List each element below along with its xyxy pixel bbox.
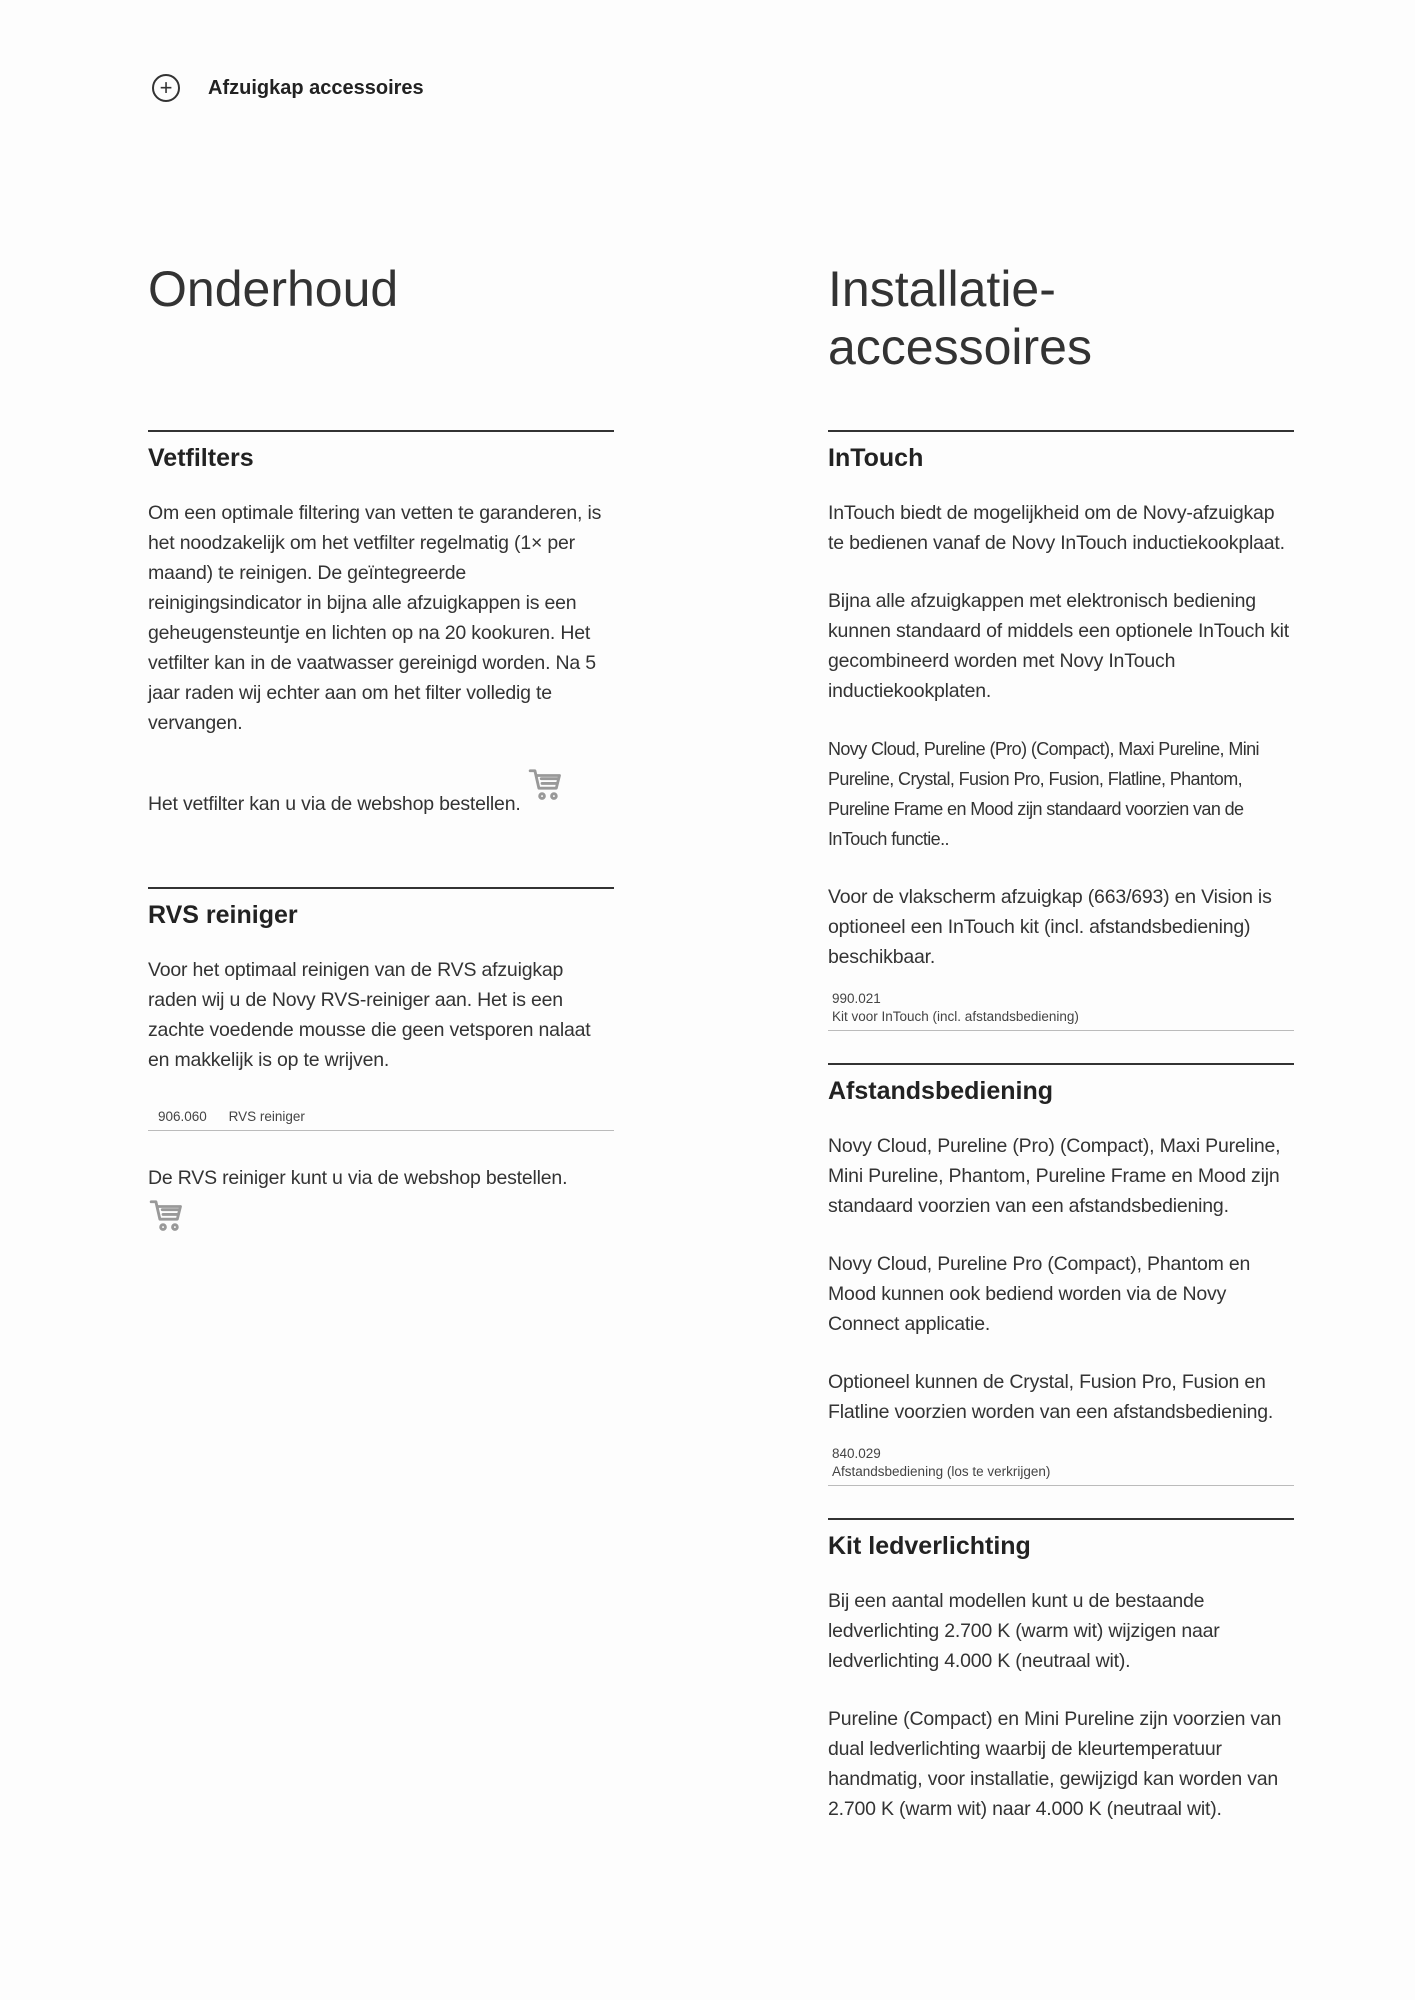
afstandsbediening-p2: Novy Cloud, Pureline Pro (Compact), Phantom en Mood kunnen ook bediend worden via de Novy Connect applicatie. bbox=[828, 1253, 1251, 1335]
rvs-article-row bbox=[148, 1105, 614, 1131]
section-led bbox=[828, 1518, 1294, 1824]
shopping-cart-icon[interactable] bbox=[527, 766, 565, 809]
led-title: Kit ledverlichting bbox=[828, 1532, 1031, 1560]
vetfilters-order-line bbox=[148, 766, 614, 819]
rvs-order-text: De RVS reiniger kunt u via de webshop bestellen. bbox=[148, 1167, 568, 1189]
rvs-body: Voor het optimaal reinigen van de RVS afzuigkap raden wij u de Novy RVS-reiniger aan. Het is een zachte voedende mousse die geen vetsporen nalaat en makkelijk is op te wrijven. bbox=[148, 959, 591, 1071]
intouch-article-number: 990.021 bbox=[832, 991, 881, 1006]
topbar bbox=[152, 74, 424, 102]
vetfilters-title: Vetfilters bbox=[148, 444, 254, 472]
topbar-label: Afzuigkap accessoires bbox=[208, 76, 424, 99]
intouch-article-row bbox=[828, 990, 1294, 1031]
led-p2: Pureline (Compact) en Mini Pureline zijn voorzien van dual ledverlichting waarbij de kleurtemperatuur handmatig, voor installatie, gewijzigd kan worden van 2.700 K (warm wit) naar 4.000 K (neutraal wit). bbox=[828, 1708, 1282, 1820]
afstandsbediening-title: Afstandsbediening bbox=[828, 1077, 1054, 1105]
rvs-article-name: RVS reiniger bbox=[228, 1109, 305, 1124]
intouch-p3: Novy Cloud, Pureline (Pro) (Compact), Maxi Pureline, Mini Pureline, Crystal, Fusion Pro, Fusion, Flatline, Phantom, Pureline Frame en Mood zijn standaard voorzien van de InTouch functie.. bbox=[828, 739, 1259, 849]
afstandsbediening-p3: Optioneel kunnen de Crystal, Fusion Pro, Fusion en Flatline voorzien worden van een afstandsbediening. bbox=[828, 1371, 1274, 1423]
section-vetfilters bbox=[148, 430, 614, 819]
right-heading: Installatie-accessoires bbox=[828, 261, 1092, 375]
intouch-article-name: Kit voor InTouch (incl. afstandsbediening) bbox=[832, 1009, 1079, 1024]
vetfilters-order-text: Het vetfilter kan u via de webshop bestellen. bbox=[148, 793, 521, 815]
vetfilters-body: Om een optimale filtering van vetten te garanderen, is het noodzakelijk om het vetfilter regelmatig (1× per maand) te reinigen. De geïntegreerde reinigingsindicator in bijna alle afzuigkappen is een geheugensteuntje en lichten op na 20 kookuren. Het vetfilter kan in de vaatwasser gereinigd worden. Na 5 jaar raden wij echter aan om het filter volledig te vervangen. bbox=[148, 502, 602, 734]
afstandsbediening-article-row bbox=[828, 1445, 1294, 1486]
afstandsbediening-p1: Novy Cloud, Pureline (Pro) (Compact), Maxi Pureline, Mini Pureline, Phantom, Pureline Frame en Mood zijn standaard voorzien van een afstandsbediening. bbox=[828, 1135, 1281, 1217]
left-column bbox=[148, 260, 614, 1240]
intouch-p1: InTouch biedt de mogelijkheid om de Novy-afzuigkap te bedienen vanaf de Novy InTouch inductiekookplaat. bbox=[828, 502, 1285, 554]
section-afstandsbediening bbox=[828, 1063, 1294, 1486]
intouch-p4: Voor de vlakscherm afzuigkap (663/693) en Vision is optioneel een InTouch kit (incl. afstandsbediening) beschikbaar. bbox=[828, 886, 1272, 968]
plus-circle-icon[interactable]: + bbox=[152, 74, 180, 102]
intouch-title: InTouch bbox=[828, 444, 924, 472]
led-p1: Bij een aantal modellen kunt u de bestaande ledverlichting 2.700 K (warm wit) wijzigen naar ledverlichting 4.000 K (neutraal wit). bbox=[828, 1590, 1220, 1672]
rvs-article-number: 906.060 bbox=[158, 1109, 207, 1124]
afstandsbediening-article-name: Afstandsbediening (los te verkrijgen) bbox=[832, 1464, 1051, 1479]
section-rvs bbox=[148, 887, 614, 1240]
right-column bbox=[828, 260, 1294, 1852]
intouch-p2: Bijna alle afzuigkappen met elektronisch bediening kunnen standaard of middels een optionele InTouch kit gecombineerd worden met Novy InTouch inductiekookplaten. bbox=[828, 590, 1289, 702]
section-intouch bbox=[828, 430, 1294, 1031]
left-heading: Onderhoud bbox=[148, 261, 399, 317]
rvs-title: RVS reiniger bbox=[148, 901, 298, 929]
afstandsbediening-article-number: 840.029 bbox=[832, 1446, 881, 1461]
shopping-cart-icon[interactable] bbox=[148, 1197, 186, 1240]
